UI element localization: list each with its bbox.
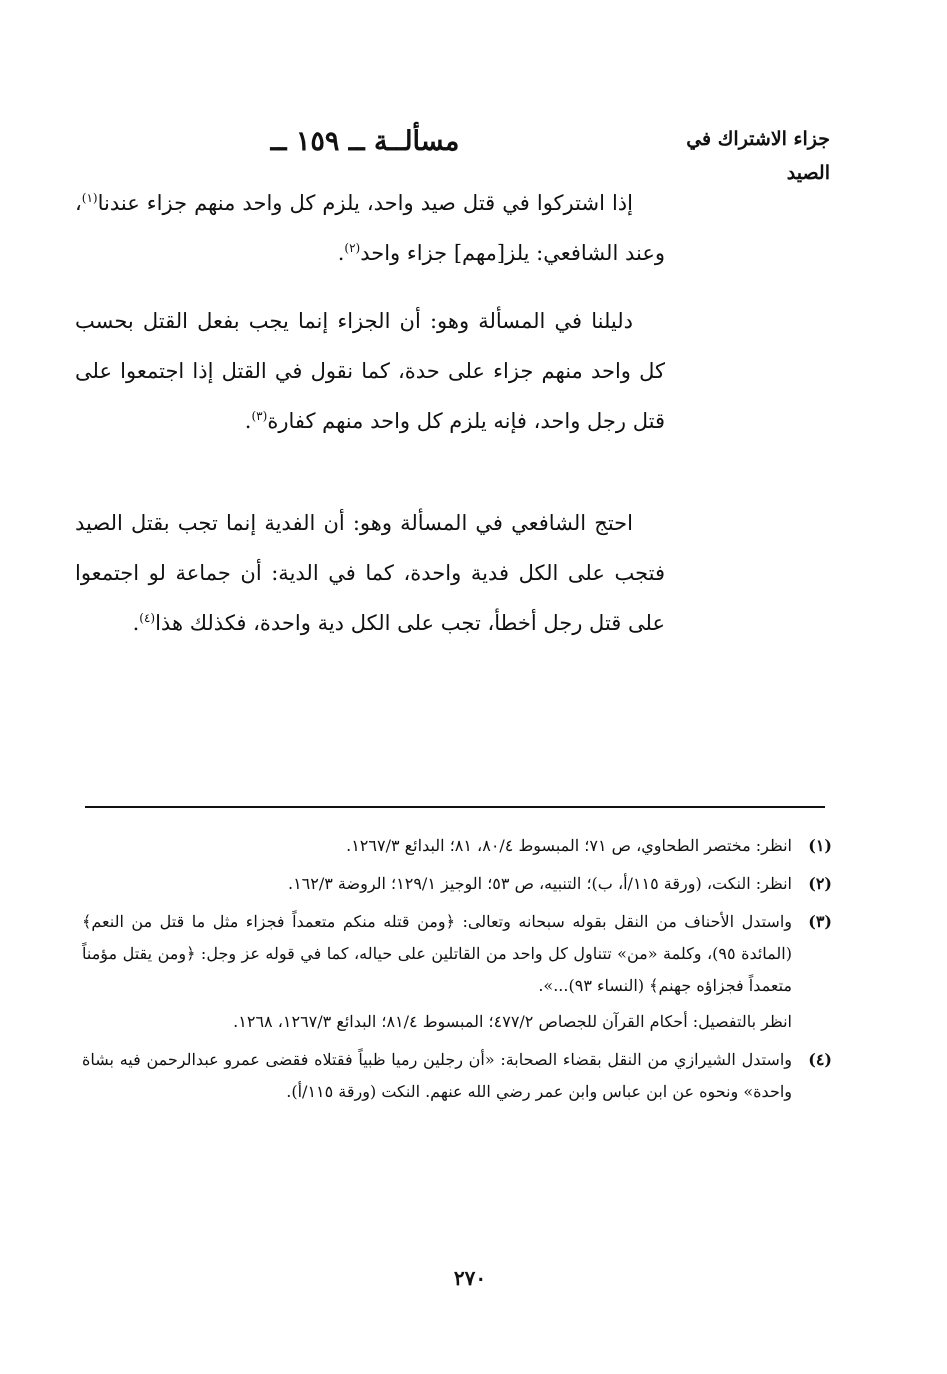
footnotes: [82, 830, 832, 1114]
footnote-4: [82, 1044, 832, 1108]
paragraph-2: [75, 296, 665, 446]
footnote-ref[interactable]: (٤): [139, 611, 156, 625]
footnote-divider: [85, 806, 825, 808]
issue-title: مسألــة ــ ١٥٩ ــ: [270, 126, 460, 157]
footnote-number: (٢): [808, 874, 832, 893]
paragraph-text: دليلنا في المسألة وهو: أن الجزاء إنما يجب بفعل القتل بحسب كل واحد منهم جزاء على حدة، كما نقول في القتل إذا اجتمعوا على قتل رجل واحد، فإنه يلزم كل واحد منهم كفارة: [75, 309, 665, 433]
footnote-text: انظر: النكت، (ورقة ١١٥/أ، ب)؛ التنبيه، ص ٥٣؛ الوجيز ١٢٩/١؛ الروضة ١٦٢/٣.: [287, 874, 792, 893]
paragraph-text: .: [132, 611, 140, 635]
footnote-text: واستدل الأحناف من النقل بقوله سبحانه وتعالى: ﴿ومن قتله منكم متعمداً فجزاء مثل ما قتل من النعم﴾ (المائدة ٩٥)، وكلمة «من» تتناول كل واحد من القاتلين على حياله، كما في قوله عز وجل: ﴿ومن يقتل مؤمناً متعمداً فجزاؤه جهنم﴾ (النساء ٩٣)...».: [82, 912, 792, 995]
paragraph-1: [75, 178, 665, 278]
paragraph-3: [75, 498, 665, 648]
footnote-number: (٤): [808, 1050, 832, 1069]
footnote-number: (١): [808, 836, 832, 855]
footnote-text: انظر بالتفصيل: أحكام القرآن للجصاص ٤٧٧/٢؛ المبسوط ٨١/٤؛ البدائع ١٢٦٧/٣، ١٢٦٨.: [233, 1012, 792, 1031]
page-number: ٢٧٠: [453, 1266, 487, 1290]
margin-note-line: الصيد: [786, 162, 830, 184]
footnote-1: [82, 830, 832, 862]
footnote-ref[interactable]: (١): [81, 191, 98, 205]
footnote-ref[interactable]: (٢): [344, 241, 361, 255]
footnote-2: [82, 868, 832, 900]
footnote-number: (٣): [808, 912, 832, 931]
margin-note: [680, 122, 830, 190]
footnote-text: واستدل الشيرازي من النقل بقضاء الصحابة: «أن رجلين رميا ظبياً فقتلاه فقضى عمرو عبدالرحمن فيه بشاة واحدة» ونحوه عن ابن عباس وابن عمر رضي الله عنهم. النكت (ورقة ١١٥/أ).: [82, 1050, 793, 1101]
footnote-text: انظر: مختصر الطحاوي، ص ٧١؛ المبسوط ٨٠/٤، ٨١؛ البدائع ١٢٦٧/٣.: [346, 836, 792, 855]
footnote-ref[interactable]: (٣): [251, 409, 268, 423]
paragraph-text: إذا اشتركوا في قتل صيد واحد، يلزم كل واحد منهم جزاء عندنا: [97, 191, 633, 215]
paragraph-text: ، وعند الشافعي: يلز[مهم] جزاء واحد: [75, 191, 665, 265]
paragraph-text: .: [244, 409, 252, 433]
footnote-3: [82, 906, 832, 1038]
paragraph-text: احتج الشافعي في المسألة وهو: أن الفدية إنما تجب بقتل الصيد فتجب على الكل فدية واحدة، كما في الدية: أن جماعة لو اجتمعوا على قتل رجل أخطأ، تجب على الكل دية واحدة، فكذلك هذا: [75, 511, 665, 635]
paragraph-text: .: [337, 241, 345, 265]
margin-note-line: جزاء الاشتراك في: [686, 128, 830, 150]
